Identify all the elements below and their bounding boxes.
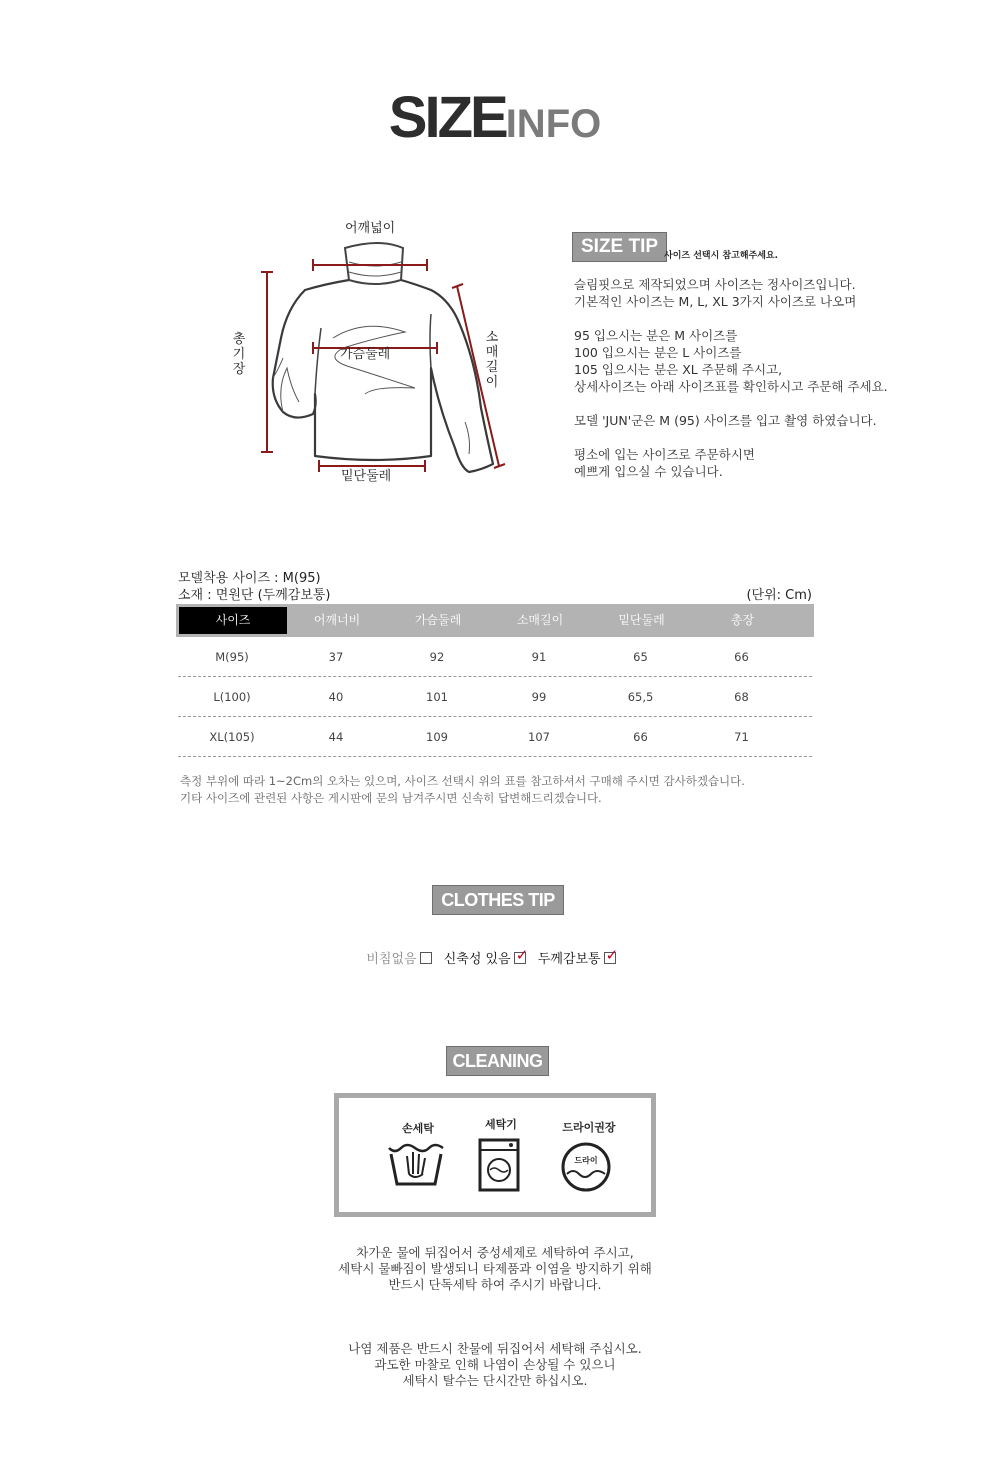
washing-machine-icon	[478, 1138, 520, 1192]
table-cell: 37	[328, 649, 344, 664]
checkbox-checked-icon	[514, 945, 529, 964]
table-cell: 44	[328, 729, 344, 744]
checkbox-checked-icon	[604, 945, 619, 964]
cleaning-icons-box	[334, 1093, 656, 1217]
dry-clean-inner-text: 드라이	[574, 1156, 598, 1165]
unit: (단위: Cm)	[746, 588, 812, 603]
length-label: 총기장	[232, 332, 246, 377]
chest-label: 가슴둘레	[340, 347, 391, 362]
table-cell: 101	[426, 689, 448, 704]
header-sleeve: 소매길이	[516, 613, 564, 627]
table-cell: 71	[734, 729, 749, 744]
model-size: 모델착용 사이즈 : M(95)	[178, 571, 321, 586]
material: 소재 : 면원단 (두께감보통)	[178, 588, 331, 603]
dry-clean-icon	[559, 1140, 613, 1194]
property-label: 신축성 있음	[443, 952, 511, 967]
shoulder-label: 어깨넓이	[345, 221, 396, 236]
property-label: 비침없음	[366, 952, 417, 967]
table-cell: 92	[429, 649, 445, 664]
table-cell: 99	[531, 689, 547, 704]
table-cell: XL(105)	[209, 729, 255, 744]
check-mark-icon: ✓	[515, 945, 529, 964]
hem-label: 밑단둘레	[341, 469, 392, 484]
table-cell: M(95)	[215, 649, 249, 664]
table-cell: 66	[633, 729, 648, 744]
table-cell: 65	[633, 649, 648, 664]
header-shoulder: 어깨너비	[313, 613, 361, 627]
title-info: INFO	[505, 102, 602, 146]
table-cell: 40	[328, 689, 344, 704]
size-tip-heading: 사이즈 선택시 참고해주세요.	[664, 251, 779, 261]
sleeve-label: 소매길이	[485, 330, 499, 390]
header-size: 사이즈	[179, 607, 287, 634]
table-cell: 65,5	[627, 689, 654, 704]
size-tip-badge: SIZE TIP	[572, 232, 667, 262]
dry-clean-label: 드라이권장	[562, 1121, 616, 1134]
checkbox-icon	[420, 952, 432, 964]
table-row	[178, 677, 812, 717]
table-cell: 109	[426, 729, 448, 744]
size-tip-body: 슬림핏으로 제작되었으며 사이즈는 정사이즈입니다. 기본적인 사이즈는 M, L, XL 3가지 사이즈로 나오며 95 입으시는 분은 M 사이즈를 100 입으시는 분은 L 사이즈를 105 입으시는 분은 XL 주문해 주시고, 상세사이즈는 아래 사이즈표를 확인하시고 주문해 주세요. 모델 'JUN'군은 M (95) 사이즈를 입고 촬영 하였습니다. 평소에 입는 사이즈로 주문하시면 예쁘게 입으실 수 있습니다.	[574, 277, 888, 479]
table-row	[178, 717, 812, 757]
title-size: SIZE	[388, 85, 506, 150]
page-title	[0, 84, 990, 151]
spacer	[0, 1309, 990, 1325]
table-header	[176, 604, 814, 637]
size-table	[176, 604, 814, 757]
check-mark-icon: ✓	[605, 945, 619, 964]
table-cell: 107	[528, 729, 550, 744]
table-cell: 66	[734, 649, 749, 664]
washing-instructions	[0, 1229, 990, 1405]
cleaning-badge: CLEANING	[446, 1046, 549, 1076]
header-length: 총장	[730, 613, 755, 627]
table-cell: L(100)	[213, 689, 251, 704]
hand-wash-label: 손세탁	[402, 1122, 434, 1135]
washing-text-2: 나염 제품은 반드시 찬물에 뒤집어서 세탁해 주십시오. 과도한 마찰로 인해 나염이 손상될 수 있으니 세탁시 탈수는 단시간만 하십시오.	[348, 1341, 642, 1388]
clothes-tip-badge: CLOTHES TIP	[432, 885, 564, 915]
property-label: 두께감보통	[537, 952, 601, 967]
table-cell: 68	[734, 689, 749, 704]
garment-diagram	[225, 218, 515, 490]
washing-machine-label: 세탁기	[485, 1118, 517, 1131]
table-cell: 91	[531, 649, 547, 664]
header-hem: 밑단둘레	[618, 613, 665, 627]
washing-text-1: 차가운 물에 뒤집어서 중성세제로 세탁하여 주시고, 세탁시 물빠짐이 발생되니 타제품과 이염을 방지하기 위해 반드시 단독세탁 하여 주시기 바랍니다.	[338, 1245, 652, 1292]
header-chest: 가슴둘레	[414, 613, 462, 627]
hand-wash-icon	[385, 1140, 447, 1192]
clothes-properties	[0, 945, 990, 967]
measurement-note: 측정 부위에 따라 1~2Cm의 오차는 있으며, 사이즈 선택시 위의 표를 참고하셔서 구매해 주시면 감사하겠습니다. 기타 사이즈에 관련된 사항은 게시판에 문의 남겨주시면 신속히 답변해드리겠습니다.	[180, 774, 745, 805]
table-row	[178, 637, 812, 677]
